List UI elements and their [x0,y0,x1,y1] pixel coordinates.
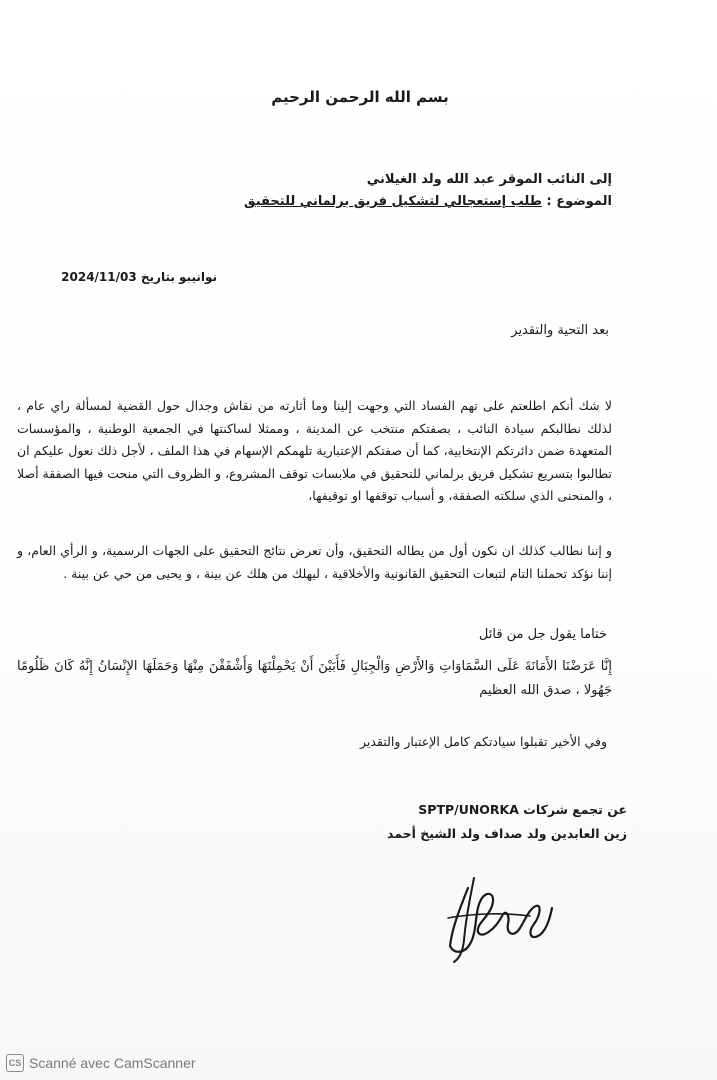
signature-name: زين العابدين ولد صداف ولد الشيخ أحمد [386,826,627,841]
subject-text: طلب إستعجالي لتشكيل فريق برلماني للتحقيق [244,194,542,209]
basmala-heading: بسم الله الرحمن الرحيم [271,88,449,106]
quran-verse: إِنَّا عَرَضْنَا الأَمَانَةَ عَلَى السَّمَاوَاتِ وَالأَرْضِ وَالْجِبَالِ فَأَبَيْنَ أَنْ يَحْمِلْنَهَا وَأَشْفَقْنَ مِنْهَا وَحَمَلَهَا الإِنْسَانُ إِنَّهُ كَانَ ظَلُومًا جَهُولا ، صدق الله العظيم [17,659,612,698]
subject-label: الموضوع : [546,194,612,209]
signature-icon [430,858,560,968]
camscanner-label: Scanné avec CamScanner [29,1055,196,1071]
greeting-line: بعد التحية والتقدير [511,323,609,338]
camscanner-icon: CS [6,1054,24,1072]
body-paragraph-1: لا شك أنكم اطلعتم على تهم الفساد التي وجهت إلينا وما أثارته من نقاش وجدال حول القضية لمسألة راي عام ، لذلك نطالبكم سيادة النائب ، بصفتكم منتخب عن المدينة ، وممثلا لساكنتها في الجمعية الوطنية ، والمؤسسات المتعهدة ضمن دائرتكم الإنتخابية، كما أن صفتكم الإعتبارية تلهمكم الإسهام في هذا الملف ، لأجل ذلك نعول عليكم ان تطالبوا بتسريع تشكيل فريق برلماني للتحقيق في ملابسات توقف المشروع، و الظروف التي منحت فيها الصفقة أصلا ، والمنحنى الذي سلكته الصفقة، و أسباب توقفها او توقيفها، [17,398,612,503]
final-regards: وفي الأخير تقبلوا سيادتكم كامل الإعتبار والتقدير [360,734,607,749]
body-paragraph-2: و إننا نطالب كذلك ان نكون أول من يطاله التحقيق، وأن تعرض نتائج التحقيق على الجهات الرسمية، و الرأي العام، و إننا نؤكد تحملنا التام لتبعات التحقيق القانونية والأخلاقية ، ليهلك من هلك عن بينة ، و يحيى من حي عن بينة . [17,543,612,581]
letter-date: نوانيبو بتاريخ 2024/11/03 [61,270,217,284]
signature-organization: عن تجمع شركات SPTP/UNORKA [418,802,627,817]
recipient-line: إلى النائب الموقر عبد الله ولد الغيلاني [366,172,612,187]
subject-line [244,194,612,209]
camscanner-watermark [6,1054,196,1072]
closing-intro: ختاما يقول جل من قائل [478,627,607,642]
